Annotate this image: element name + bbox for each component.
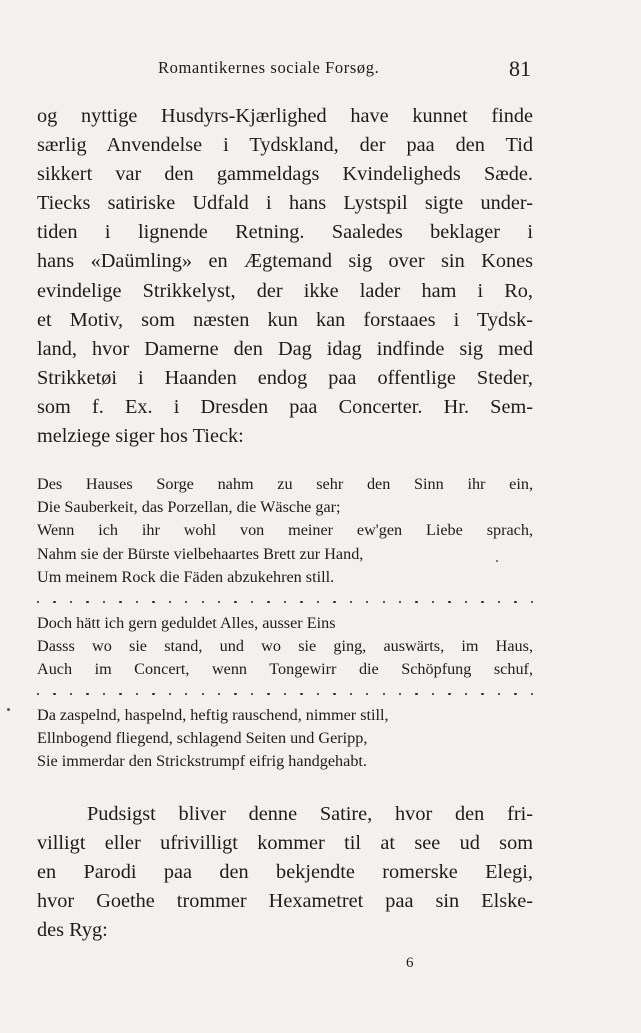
paragraph-1 [37,102,533,451]
verse-stanza-3 [37,704,533,774]
text-line: villigt eller ufrivilligt kommer til at see ud som [37,832,533,855]
verse-stanza-2 [37,612,533,682]
ellipsis-divider [37,597,533,607]
paragraph-2 [37,800,533,945]
text-line: melziege siger hos Tieck: [37,425,244,448]
text-line: et Motiv, som næsten kun kan forstaaes i Tydsk- [37,308,533,331]
text-line: en Parodi paa den bekjendte romerske Elegi, [37,861,533,884]
page-number: 81 [509,56,531,81]
text-line: Tiecks satiriske Udfald i hans Lystspil sigte under- [37,192,533,215]
verse-line: Ellnbogend fliegend, schlagend Seiten und Geripp, [37,729,368,748]
verse-stanza-1 [37,473,533,589]
text-line: Pudsigst bliver denne Satire, hvor den fri- [87,803,533,825]
text-line: hvor Goethe trommer Hexametret paa sin Elske- [37,890,533,913]
print-speck [7,708,10,711]
verse-line: Die Sauberkeit, das Porzellan, die Wäsche gar; [37,498,341,517]
text-line: sikkert var den gammeldags Kvindeligheds Sæde. [37,163,533,186]
ellipsis-divider [37,689,533,699]
signature-mark: 6 [406,955,414,971]
text-line: Strikketøi i Haanden endog paa offentlige Steder, [37,366,533,389]
text-line: som f. Ex. i Dresden paa Concerter. Hr. Sem- [37,395,533,418]
running-title: Romantikernes sociale Forsøg. [158,58,380,77]
text-line: evindelige Strikkelyst, der ikke lader ham i Ro, [37,279,533,302]
verse-line: Da zaspelnd, haspelnd, heftig rauschend, nimmer still, [37,706,389,724]
verse-line: Dasss wo sie stand, und wo sie ging, auswärts, im Haus, [37,637,533,656]
text-line: tiden i lignende Retning. Saaledes beklager i [37,221,533,244]
text-line: særlig Anvendelse i Tydskland, der paa den Tid [37,134,533,157]
verse-line: Sie immerdar den Strickstrumpf eifrig handgehabt. [37,752,367,771]
text-line: des Ryg: [37,919,108,942]
verse-line: Wenn ich ihr wohl von meiner ew'gen Liebe sprach, [37,521,533,540]
verse-line: Nahm sie der Bürste vielbehaartes Brett zur Hand, [37,544,364,563]
verse-line: Des Hauses Sorge nahm zu sehr den Sinn ihr ein, [37,475,533,493]
text-line: land, hvor Damerne den Dag idag indfinde sig med [37,337,533,360]
page-header [0,56,641,82]
text-line: og nyttige Husdyrs-Kjærlighed have kunnet finde [37,105,533,127]
print-speck [496,560,498,562]
verse-line: Um meinem Rock die Fäden abzukehren still. [37,567,335,586]
verse-line: Auch im Concert, wenn Tongewirr die Schöpfung schuf, [37,660,533,679]
text-line: hans «Daümling» en Ægtemand sig over sin Kones [37,250,533,273]
verse-line: Doch hätt ich gern geduldet Alles, ausser Eins [37,614,336,632]
